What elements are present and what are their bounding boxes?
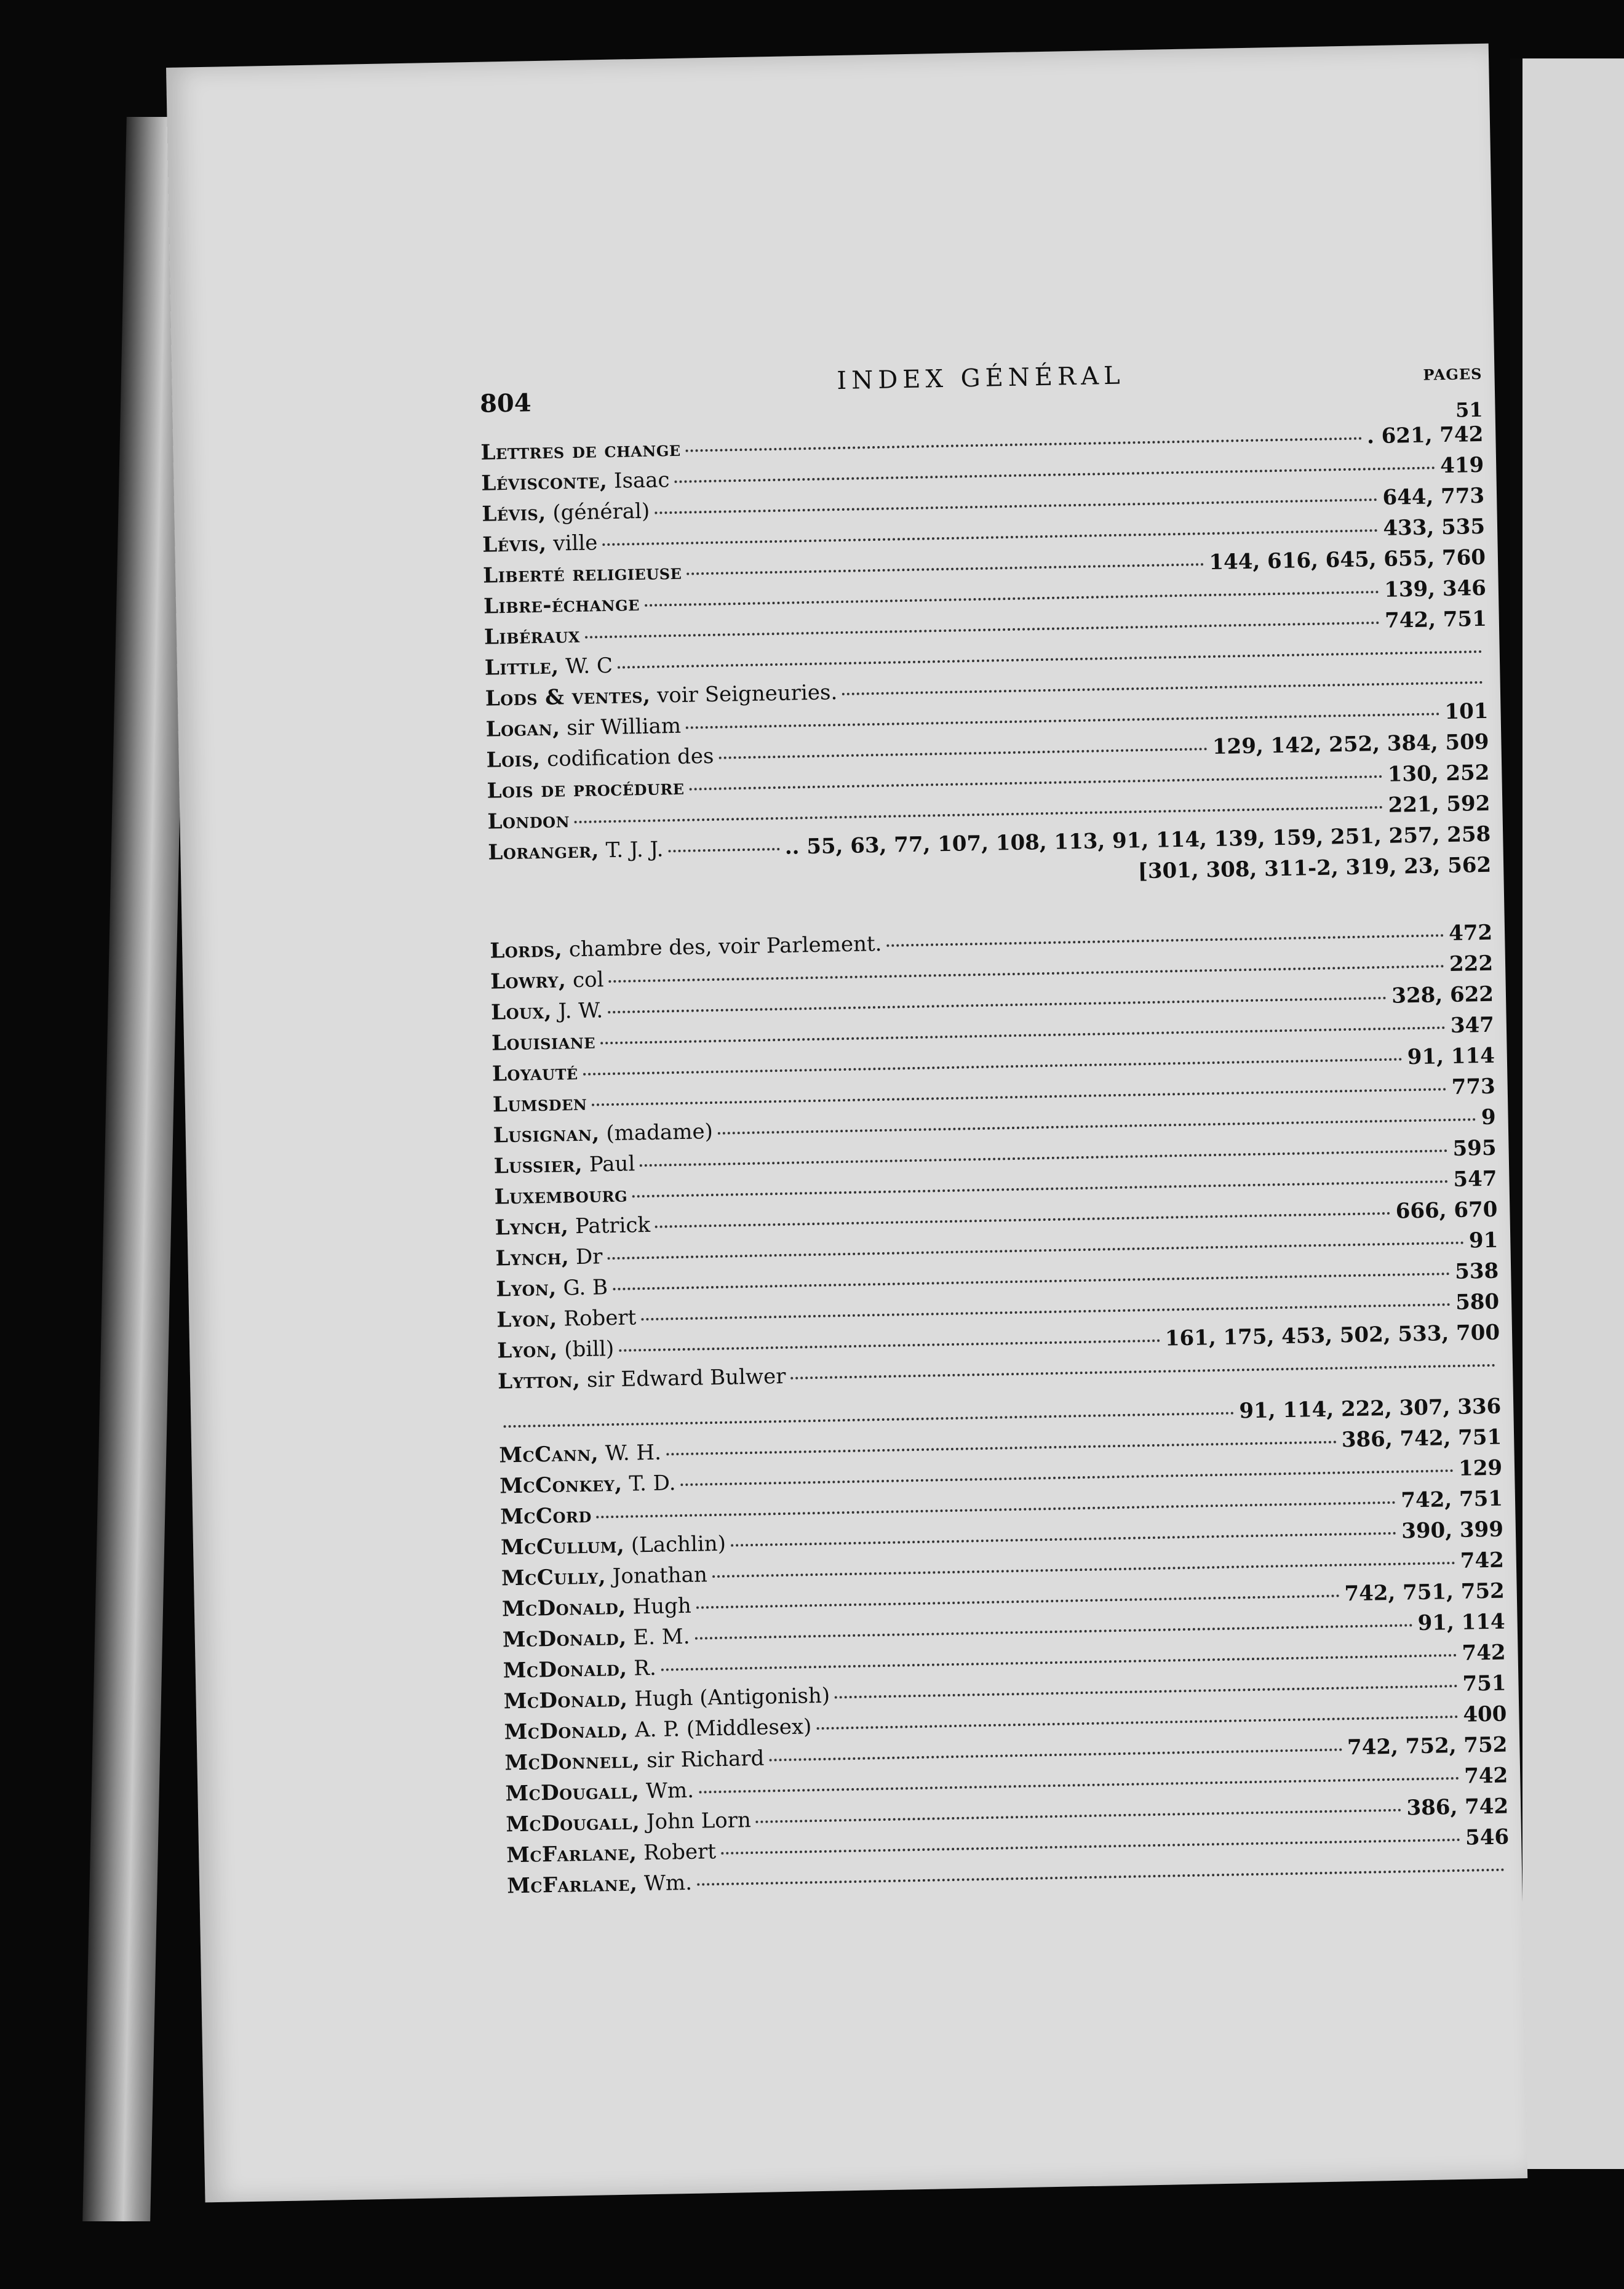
entry-name: [485, 650, 613, 684]
dot-leader: [640, 1149, 1447, 1167]
dot-leader: [613, 1272, 1450, 1290]
dot-leader: [721, 1839, 1460, 1855]
dot-leader: [666, 1441, 1337, 1456]
entry-name: [485, 677, 837, 714]
index-section-lo: [490, 917, 1500, 1397]
dot-leader: [697, 1869, 1505, 1886]
dot-leader: [699, 1777, 1459, 1794]
entry-pages: 742, 751, 752: [1344, 1578, 1505, 1607]
entry-surname: Lyon,: [496, 1276, 557, 1302]
entry-surname: Logan,: [485, 716, 560, 742]
entry-detail: chambre des, voir Parlement.: [562, 931, 882, 962]
entry-surname: Little,: [484, 654, 559, 681]
entry-detail: sir Richard: [640, 1746, 765, 1773]
entry-name: [502, 1591, 692, 1625]
entry-pages: 347: [1450, 1012, 1495, 1038]
dot-leader: [619, 1340, 1160, 1352]
entry-name: [493, 1148, 635, 1181]
dot-leader: [602, 529, 1378, 546]
dot-leader: [790, 1364, 1495, 1380]
dot-leader: [769, 1748, 1342, 1761]
dot-leader: [756, 1809, 1402, 1823]
entry-detail: codification des: [540, 743, 714, 772]
carried-over-pages-value: 51: [1455, 397, 1483, 422]
entry-pages: 751: [1462, 1671, 1507, 1696]
entry-pages: 130, 252: [1387, 760, 1490, 787]
entry-surname: Lévis,: [482, 531, 547, 557]
dot-leader: [712, 1562, 1455, 1578]
entry-pages: 9: [1481, 1105, 1496, 1130]
dot-leader: [690, 775, 1383, 791]
entry-detail: John Lorn: [639, 1808, 752, 1835]
entry-detail: A. P. (Middlesex): [627, 1714, 812, 1743]
dot-leader: [645, 591, 1380, 607]
entry-detail: E. M.: [626, 1624, 690, 1650]
entry-surname: Lévisconte,: [481, 468, 608, 496]
dot-leader: [607, 1242, 1464, 1260]
index-section-l: [480, 419, 1491, 868]
dot-leader: [718, 1118, 1476, 1135]
entry-surname: McDonald,: [501, 1594, 627, 1622]
entry-pages: 742: [1462, 1640, 1506, 1666]
dot-leader: [583, 1058, 1403, 1075]
entry-detail: Hugh: [626, 1593, 692, 1620]
entry-detail: W. C: [559, 653, 613, 679]
entry-name: [505, 1775, 694, 1810]
entry-surname: Lynch,: [495, 1245, 570, 1271]
dot-leader: [641, 1303, 1451, 1320]
dot-leader: [600, 1026, 1446, 1044]
page-number: 804: [479, 388, 532, 418]
entry-pages: 91, 114: [1407, 1043, 1495, 1070]
dot-leader: [575, 806, 1383, 823]
entry-pages: 91: [1468, 1228, 1499, 1253]
entry-pages: 742, 752, 752: [1347, 1732, 1508, 1760]
dot-leader: [632, 1180, 1449, 1197]
facing-page-edge: [1510, 58, 1624, 2169]
entry-pages: 666, 670: [1395, 1197, 1498, 1224]
entry-detail: col: [565, 967, 604, 993]
entry-detail: T. J. J.: [599, 837, 664, 863]
entry-surname: Loranger,: [488, 838, 600, 865]
entry-pages: 546: [1465, 1824, 1510, 1850]
entry-surname: Liberté religieuse: [482, 559, 682, 588]
entry-pages: 400: [1463, 1701, 1507, 1727]
entry-name: [488, 834, 664, 868]
entry-name: [502, 1621, 690, 1656]
entry-surname: Lytton,: [497, 1368, 581, 1394]
entry-surname: McCullum,: [500, 1533, 625, 1560]
entry-name: [484, 588, 640, 622]
entry-name: [504, 1743, 765, 1779]
entry-name: [496, 1302, 637, 1335]
entry-surname: Libéraux: [484, 623, 581, 650]
entry-name: [490, 964, 604, 997]
entry-detail: G. B: [556, 1275, 608, 1301]
entry-detail: Patrick: [568, 1212, 651, 1239]
entry-detail: ville: [546, 530, 598, 556]
entry-name: [493, 1088, 587, 1121]
entry-pages: 580: [1455, 1289, 1500, 1315]
entry-detail: Robert: [636, 1839, 717, 1866]
dot-leader: [681, 1469, 1454, 1486]
entry-surname: Lettres de change: [480, 436, 681, 465]
entry-name: [494, 1180, 627, 1213]
entry-detail: Dr: [568, 1244, 603, 1270]
entry-surname: McDonald,: [502, 1625, 627, 1653]
entry-name: [483, 557, 682, 591]
entry-pages: 644, 773: [1382, 483, 1485, 510]
entry-pages: 742: [1460, 1548, 1505, 1573]
entry-detail: J. W.: [551, 998, 603, 1024]
entry-pages: 144, 616, 645, 655, 760: [1209, 545, 1486, 575]
entry-pages: 472: [1448, 920, 1493, 946]
entry-detail: W. H.: [598, 1440, 662, 1466]
entry-surname: Libre-échange: [483, 591, 640, 619]
entry-pages: 328, 622: [1391, 981, 1494, 1009]
entry-name: [492, 1057, 579, 1090]
dot-leader: [835, 1685, 1457, 1699]
dot-leader: [842, 681, 1483, 695]
book-page: [166, 44, 1527, 2203]
continuation-pages: [301, 308, 311-2, 319, 23, 562: [1137, 852, 1492, 884]
entry-surname: Louisiane: [491, 1029, 596, 1056]
entry-name: [487, 772, 685, 807]
entry-surname: McCord: [500, 1503, 592, 1530]
entry-detail: (Lachlin): [624, 1531, 726, 1558]
entry-detail: Jonathan: [605, 1562, 708, 1589]
dot-leader: [686, 437, 1363, 452]
entry-surname: Lois,: [486, 747, 541, 773]
dot-leader: [886, 934, 1444, 947]
entry-name: [497, 1333, 615, 1366]
dot-leader: [731, 1532, 1396, 1547]
entry-pages: 773: [1451, 1074, 1496, 1100]
entry-name: [506, 1805, 751, 1840]
entry-detail: voir Seigneuries.: [650, 680, 838, 708]
dot-leader: [675, 466, 1436, 483]
entry-pages: 91, 114: [1417, 1609, 1506, 1636]
entry-name: [504, 1711, 812, 1748]
entry-detail: Isaac: [607, 468, 670, 493]
entry-surname: Loux,: [490, 999, 552, 1025]
entry-name: [507, 1868, 693, 1902]
entry-surname: McDonnell,: [504, 1748, 640, 1776]
entry-pages: . 621, 742: [1366, 421, 1484, 449]
entry-surname: McCully,: [501, 1564, 607, 1591]
entry-surname: Lords,: [490, 937, 563, 964]
entry-pages: 139, 346: [1383, 575, 1487, 602]
entry-name: [486, 741, 714, 776]
index-section-mc: [499, 1422, 1510, 1902]
dot-leader: [668, 848, 780, 852]
dot-leader: [597, 1501, 1396, 1519]
entry-name: [501, 1528, 726, 1564]
entry-name: [485, 711, 681, 745]
dot-leader: [618, 650, 1483, 669]
entry-surname: Luxembourg: [494, 1182, 628, 1210]
entry-name: [498, 1361, 786, 1397]
entry-surname: McDonald,: [503, 1656, 627, 1684]
entry-pages: 161, 175, 453, 502, 533, 700: [1164, 1320, 1500, 1351]
entry-name: [492, 1026, 596, 1058]
pages-column-heading: PAGES: [1423, 364, 1483, 384]
entry-pages: 101: [1444, 698, 1489, 725]
entry-surname: Lussier,: [493, 1152, 583, 1179]
entry-detail: Robert: [557, 1305, 637, 1332]
dot-leader: [655, 498, 1377, 514]
entry-surname: Lumsden: [492, 1090, 587, 1117]
dot-leader: [592, 1088, 1447, 1106]
entry-name: [482, 496, 650, 530]
entry-name: [487, 805, 570, 837]
entry-surname: McConkey,: [499, 1471, 623, 1499]
entry-detail: T. D.: [622, 1471, 676, 1496]
entry-surname: McDougall,: [505, 1779, 640, 1807]
entry-name: [496, 1272, 608, 1304]
entry-pages: 390, 399: [1401, 1517, 1504, 1544]
entry-pages: 742, 751: [1384, 606, 1487, 633]
entry-name: [495, 1210, 650, 1244]
entry-detail: Wm.: [639, 1778, 695, 1804]
dot-leader: [718, 748, 1208, 759]
entry-pages: 595: [1452, 1135, 1497, 1161]
entry-name: [499, 1437, 661, 1471]
entry-pages: 419: [1439, 452, 1484, 479]
entry-name: [491, 995, 603, 1028]
entry-surname: Lévis,: [482, 500, 546, 527]
entry-name: [501, 1559, 708, 1594]
mc-first-pages: 91, 114, 222, 307, 336: [1239, 1394, 1502, 1424]
entry-detail: sir William: [560, 713, 682, 741]
entry-detail: (bill): [557, 1336, 615, 1362]
entry-surname: McCann,: [499, 1441, 599, 1468]
running-title: INDEX GÉNÉRAL: [836, 361, 1125, 396]
dot-leader: [608, 965, 1444, 983]
entry-surname: Lois de procédure: [487, 775, 685, 804]
entry-surname: Lusignan,: [493, 1121, 600, 1148]
entry-pages: 222: [1449, 951, 1494, 977]
entry-name: [482, 527, 598, 560]
entry-surname: Lyon,: [496, 1306, 557, 1333]
entry-name: [506, 1836, 717, 1871]
entry-pages: 538: [1454, 1258, 1499, 1284]
entry-pages: 433, 535: [1383, 514, 1486, 541]
entry-surname: McFarlane,: [506, 1871, 638, 1899]
entry-surname: Lowry,: [490, 968, 567, 994]
entry-pages: 129: [1458, 1455, 1503, 1481]
entry-name: [493, 1116, 713, 1151]
entry-surname: Loyauté: [492, 1060, 579, 1087]
entry-detail: sir Edward Bulwer: [579, 1364, 786, 1393]
entry-surname: McDougall,: [506, 1810, 640, 1837]
dot-leader: [608, 997, 1387, 1013]
entry-name: [481, 465, 670, 499]
entry-surname: Lyon,: [496, 1337, 558, 1364]
entry-surname: London: [487, 808, 570, 834]
entry-name: [500, 1500, 592, 1533]
entry-detail: Paul: [582, 1151, 635, 1177]
entry-detail: Hugh (Antigonish): [627, 1683, 830, 1712]
entry-pages: 221, 592: [1388, 791, 1491, 818]
entry-pages: 129, 142, 252, 384, 509: [1212, 729, 1489, 760]
entry-name: [500, 1468, 676, 1501]
entry-pages: 386, 742, 751: [1341, 1424, 1502, 1453]
entry-surname: Lods & ventes,: [485, 683, 651, 711]
entry-pages: 742, 751: [1401, 1486, 1503, 1513]
entry-pages: 386, 742: [1406, 1794, 1509, 1821]
dot-leader: [816, 1716, 1458, 1730]
entry-name: [480, 434, 681, 468]
entry-surname: McDonald,: [504, 1717, 629, 1745]
dot-leader: [661, 1654, 1457, 1671]
dot-leader: [686, 713, 1440, 729]
entry-detail: (général): [546, 498, 650, 525]
entry-surname: McDonald,: [503, 1687, 628, 1714]
entry-surname: McFarlane,: [506, 1840, 637, 1868]
dot-leader: [655, 1212, 1391, 1228]
entry-pages: .. 55, 63, 77, 107, 108, 113, 91, 114, 139, 159, 251, 257, 258: [784, 821, 1491, 860]
index-content: [479, 333, 1510, 1901]
dot-leader: [696, 1594, 1340, 1608]
entry-pages: 742: [1463, 1763, 1508, 1789]
dot-leader: [687, 563, 1204, 575]
entry-name: [495, 1241, 603, 1274]
dot-leader: [504, 1412, 1235, 1428]
entry-pages: 547: [1453, 1166, 1497, 1192]
entry-detail: Wm.: [637, 1870, 693, 1896]
dot-leader: [695, 1624, 1412, 1639]
dot-leader: [585, 621, 1380, 639]
entry-name: [484, 620, 581, 653]
entry-surname: Lynch,: [495, 1214, 569, 1240]
entry-detail: (madame): [599, 1119, 714, 1146]
entry-detail: R.: [627, 1655, 657, 1681]
entry-name: [503, 1653, 656, 1687]
